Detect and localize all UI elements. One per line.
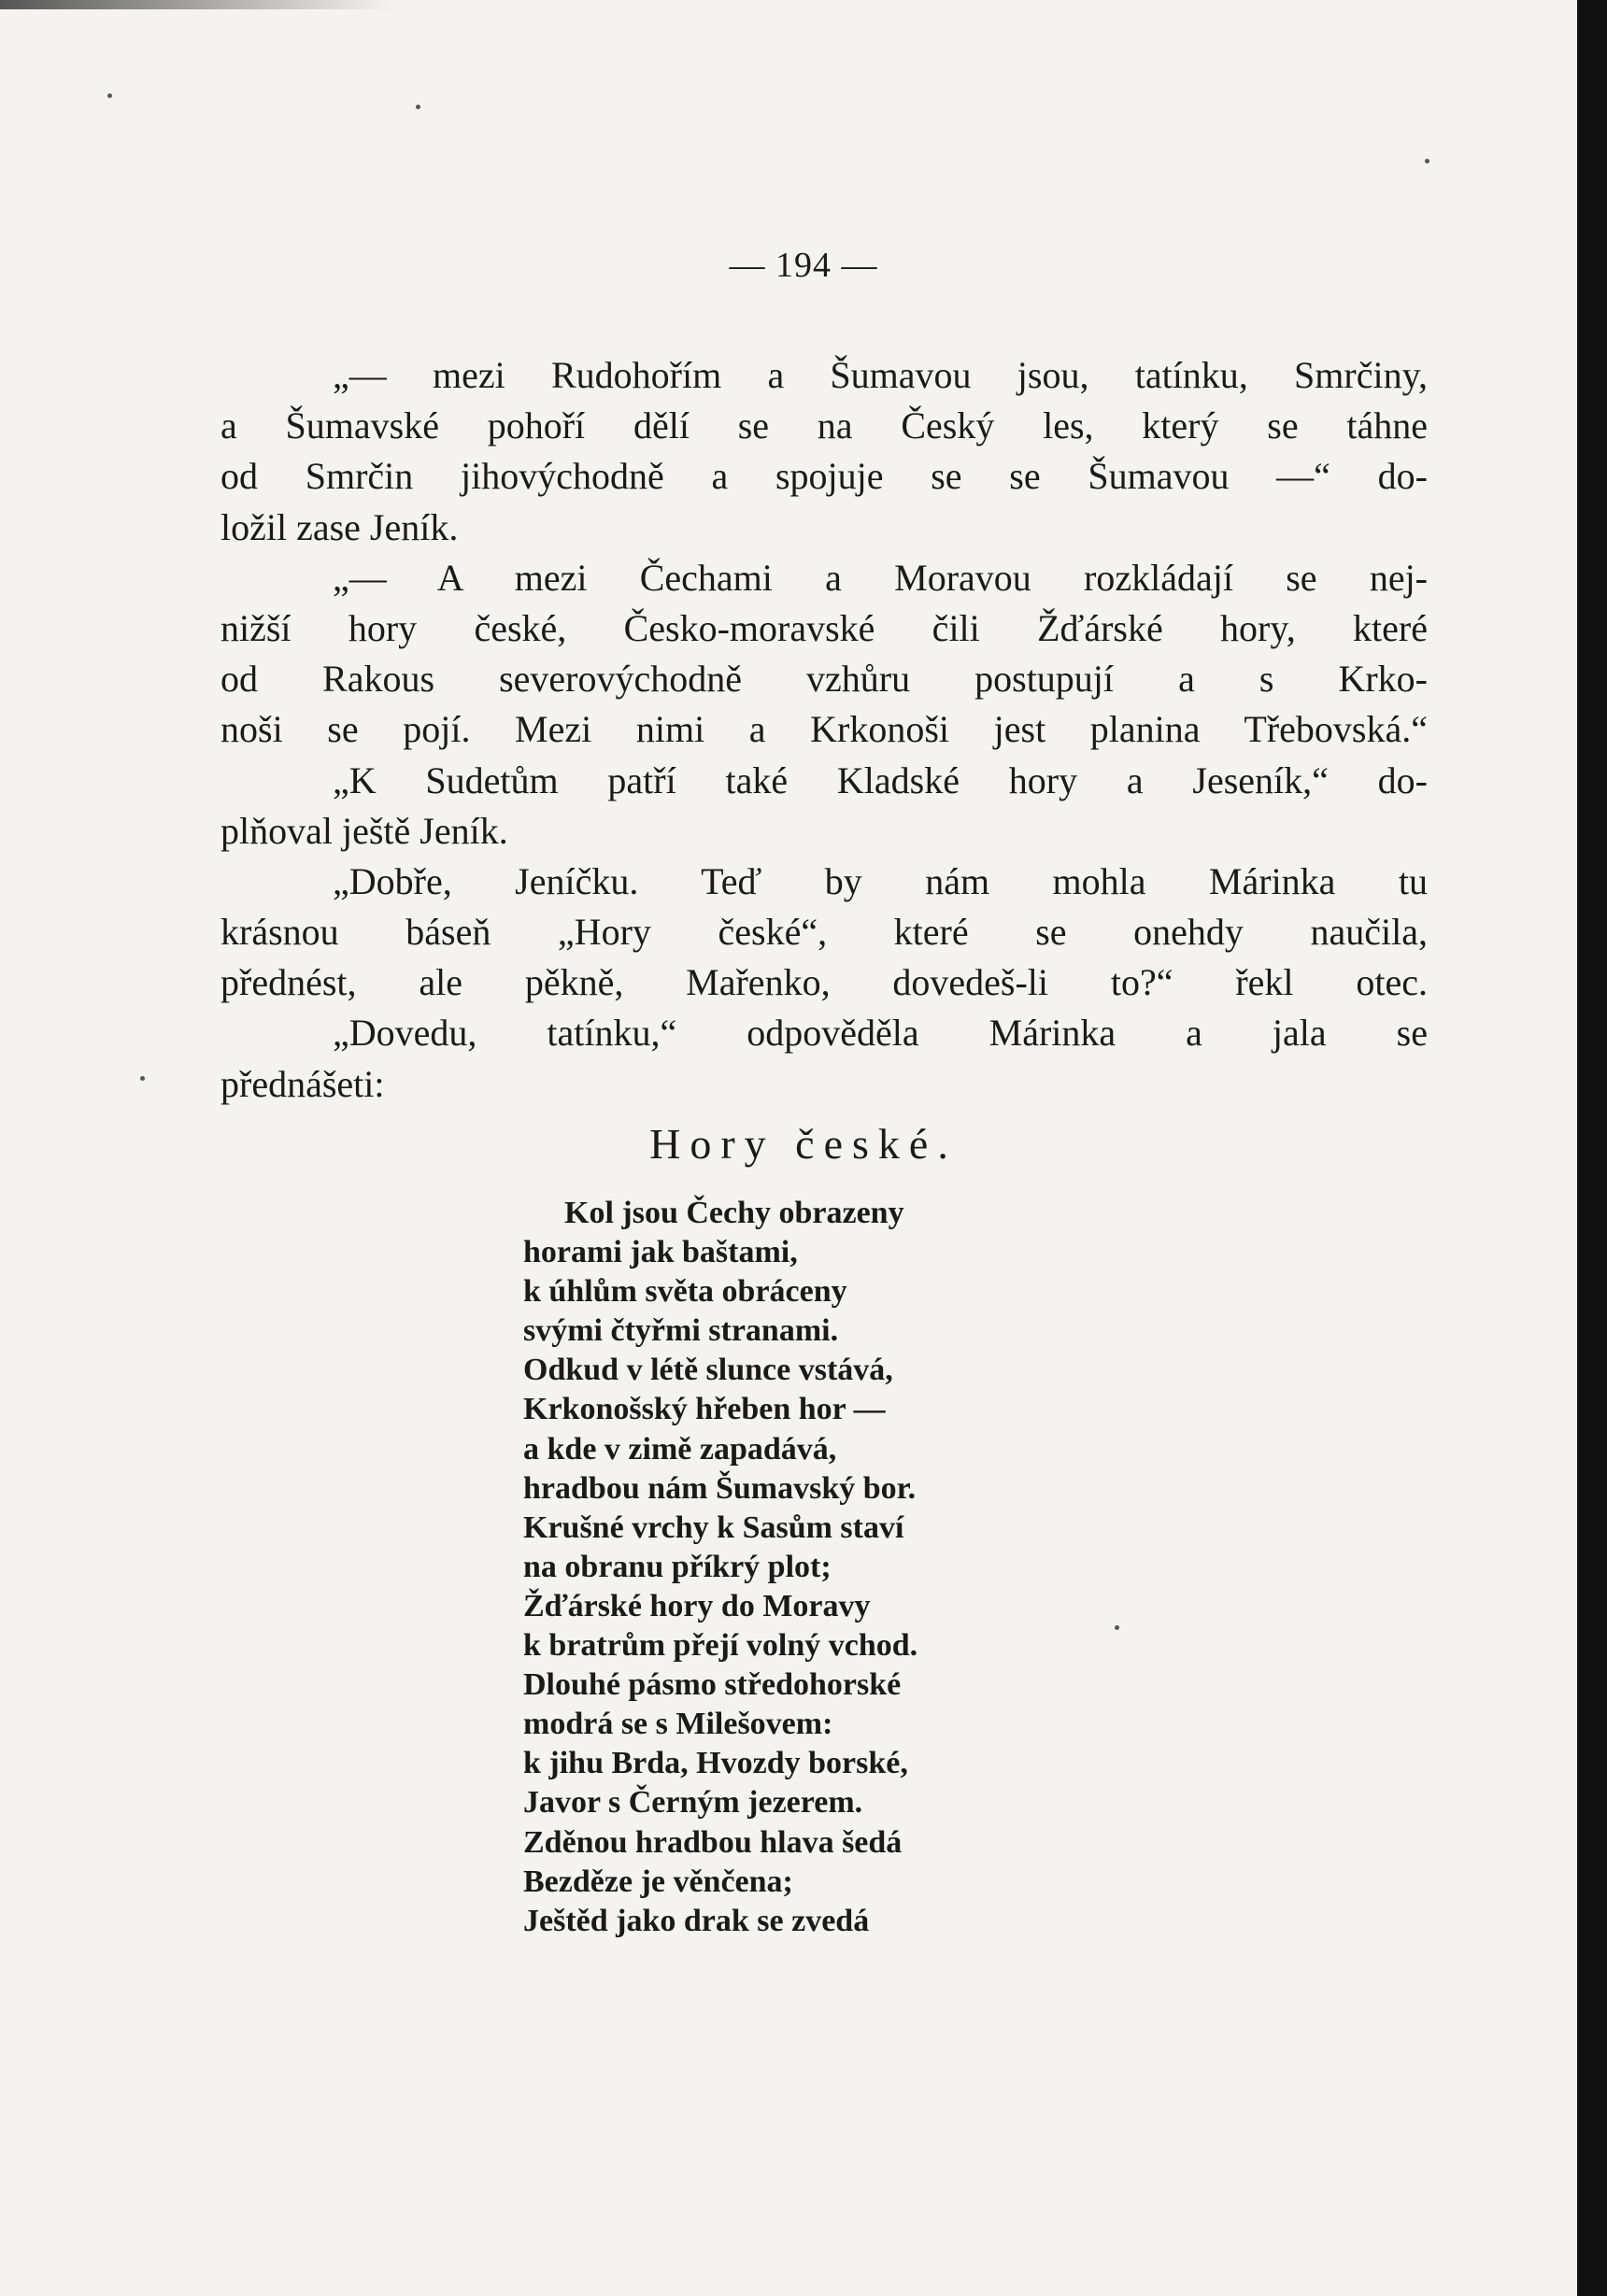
poem-line: k jihu Brda, Hvozdy borské, xyxy=(523,1746,908,1781)
poem-line: Krkonošský hřeben hor — xyxy=(523,1392,886,1427)
prose-line: od Rakous severovýchodně vzhůru postupují a s Krko- xyxy=(220,658,1428,701)
poem-line: Odkud v létě slunce vstává, xyxy=(523,1353,893,1388)
poem-title: Hory české. xyxy=(649,1120,958,1168)
prose-line: krásnou báseň „Hory české“, které se onehdy naučila, xyxy=(220,911,1428,954)
poem-line: k bratrům přejí volný vchod. xyxy=(523,1628,918,1664)
poem-line: horami jak baštami, xyxy=(523,1235,798,1270)
scan-speck xyxy=(140,1076,145,1081)
prose-line: plňoval ještě Jeník. xyxy=(220,809,508,852)
prose-line: a Šumavské pohoří dělí se na Český les, který se táhne xyxy=(220,404,1428,447)
prose-line: „— A mezi Čechami a Moravou rozkládají se nej- xyxy=(333,556,1428,599)
scan-speck xyxy=(1425,159,1429,163)
page-number: — 194 — xyxy=(729,246,878,285)
prose-line: přednášeti: xyxy=(220,1062,385,1105)
poem-line: svými čtyřmi stranami. xyxy=(523,1313,839,1349)
poem-line: Krušné vrchy k Sasům staví xyxy=(523,1509,904,1545)
poem-line: k úhlům světa obráceny xyxy=(523,1274,847,1310)
poem-line: Ještěd jako drak se zvedá xyxy=(523,1903,870,1938)
poem-line: hradbou nám Šumavský bor. xyxy=(523,1470,917,1506)
prose-body xyxy=(220,350,1428,1110)
poem-line: modrá se s Milešovem: xyxy=(523,1707,833,1742)
poem-line: Žďárské hory do Moravy xyxy=(523,1588,871,1623)
poem-line: Kol jsou Čechy obrazeny xyxy=(564,1196,904,1230)
prose-line: „Dobře, Jeníčku. Teď by nám mohla Márinka tu xyxy=(333,859,1428,902)
prose-line: „K Sudetům patří také Kladské hory a Jeseník,“ do- xyxy=(333,758,1428,801)
poem-line: Zděnou hradbou hlava šedá xyxy=(523,1824,903,1860)
poem-line: Dlouhé pásmo středohorské xyxy=(523,1667,902,1703)
prose-line: „— mezi Rudohořím a Šumavou jsou, tatínku, Smrčiny, xyxy=(333,354,1428,396)
prose-line: „Dovedu, tatínku,“ odpověděla Márinka a jala se xyxy=(333,1012,1428,1055)
poem-line: a kde v zimě zapadává, xyxy=(523,1431,837,1467)
poem-line: Bezděze je věnčena; xyxy=(523,1864,793,1899)
poem-line: na obranu příkrý plot; xyxy=(523,1549,832,1584)
prose-line: od Smrčin jihovýchodně a spojuje se se Šumavou —“ do- xyxy=(220,455,1428,498)
prose-line: noši se pojí. Mezi nimi a Krkonoši jest planina Třebovská.“ xyxy=(220,708,1428,751)
poem-line: Javor s Černým jezerem. xyxy=(523,1785,863,1821)
prose-line: ložil zase Jeník. xyxy=(220,505,459,548)
prose-line: nižší hory české, Česko-moravské čili Žďárské hory, které xyxy=(220,606,1428,649)
poem-body xyxy=(523,1194,1046,1941)
scan-speck xyxy=(1115,1625,1119,1630)
scan-top-shadow xyxy=(0,0,392,9)
scan-speck xyxy=(107,93,112,98)
prose-line: přednést, ale pěkně, Mařenko, dovedeš-li to?“ řekl otec. xyxy=(220,961,1428,1004)
scan-speck xyxy=(416,105,420,109)
